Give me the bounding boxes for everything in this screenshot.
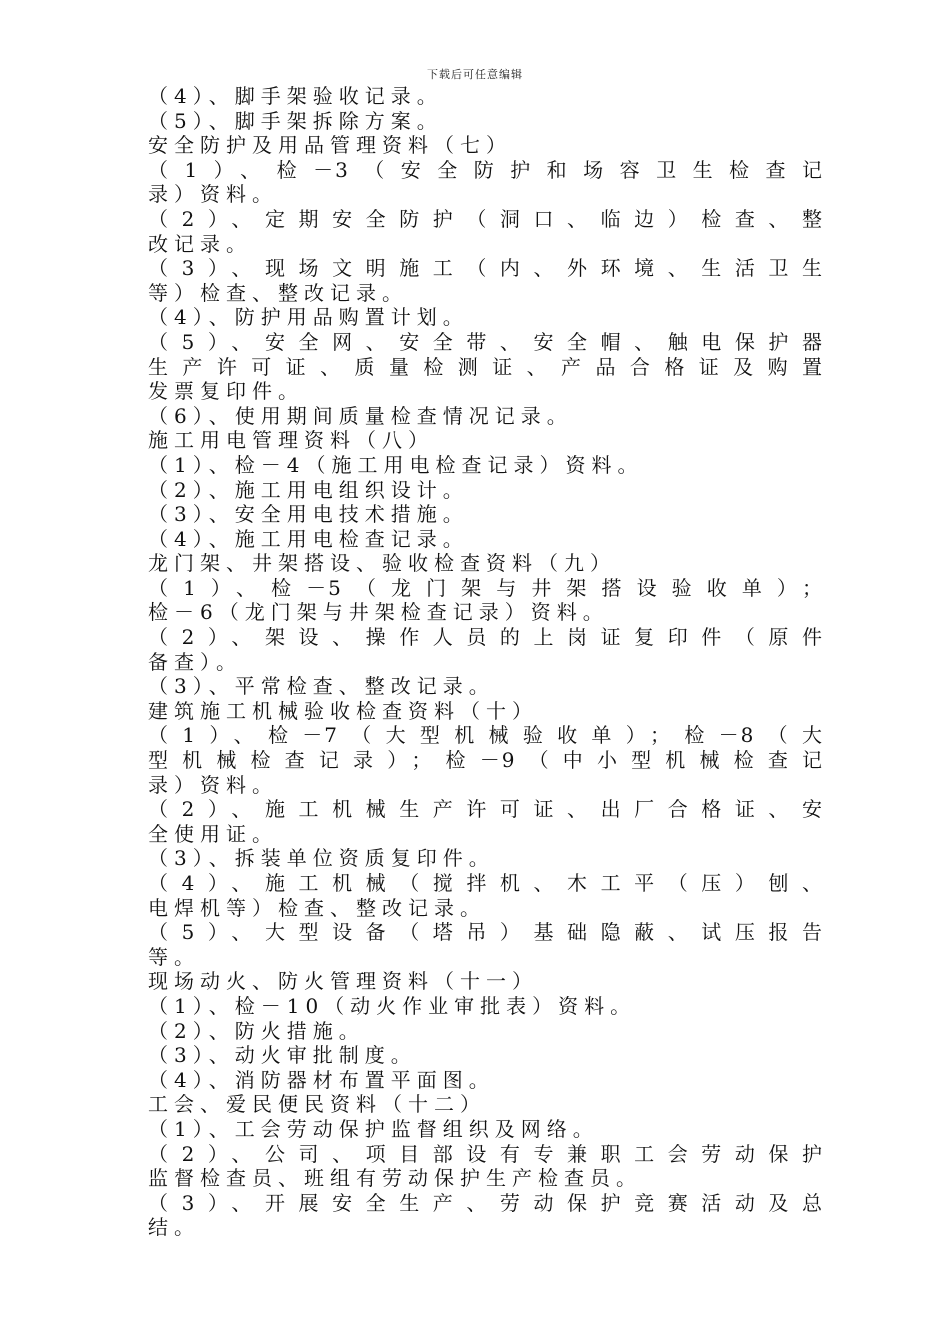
text-line: （1）、检－3（安全防护和场容卫生检查记 [148,157,824,182]
text-line: （1）、检－7（大型机械验收单）；检－8（大 [148,723,824,748]
text-line: 全使用证。 [148,821,278,846]
text-line: （2）、公司、项目部设有专兼职工会劳动保护 [148,1141,824,1166]
text-line: （4）、施工机械（搅拌机、木工平（压）刨、 [148,871,824,895]
text-line: （2）、施工用电组织设计。 [148,477,469,502]
text-line: （3）、平常检查、整改记录。 [148,674,495,699]
text-line: （3）、开展安全生产、劳动保护竞赛活动及总 [148,1190,824,1215]
text-line: （3）、安全用电技术措施。 [148,502,469,527]
page-header-note: 下载后可任意编辑 [427,68,523,81]
text-line: 改记录。 [148,231,252,256]
text-line: （4）、消防器材布置平面图。 [148,1067,495,1092]
text-line: （2）、定期安全防护（洞口、临边）检查、整 [148,206,824,231]
text-line: 安全防护及用品管理资料（七） [148,133,512,158]
text-line: （1）、检－4（施工用电检查记录）资料。 [148,452,644,477]
text-line: 结。 [148,1215,200,1240]
text-line: （2）、防火措施。 [148,1018,365,1043]
text-line: 建筑施工机械验收检查资料（十） [148,698,538,723]
text-line: 龙门架、井架搭设、验收检查资料（九） [148,551,616,576]
text-line: 录）资料。 [148,182,278,207]
text-line: （2）、施工机械生产许可证、出厂合格证、安 [148,797,824,822]
text-line: （3）、拆装单位资质复印件。 [148,846,495,871]
text-line: （4）、防护用品购置计划。 [148,305,469,330]
text-line: （5）、安全网、安全带、安全帽、触电保护器 [148,329,824,354]
text-line: （6）、使用期间质量检查情况记录。 [148,403,573,428]
text-line: 录）资料。 [148,772,278,797]
text-line: 现场动火、防火管理资料（十一） [148,969,538,994]
text-line: （2）、架设、操作人员的上岗证复印件（原件 [148,625,824,650]
text-line: 检－6（龙门架与井架检查记录）资料。 [148,600,609,625]
text-line: 等。 [148,944,200,969]
text-line: 备查）。 [148,649,242,674]
text-line: （3）、现场文明施工（内、外环境、生活卫生 [148,256,824,281]
text-line: （1）、检－5（龙门架与井架搭设验收单）； [148,575,824,600]
text-line: 生产许可证、质量检测证、产品合格证及购置 [148,354,824,379]
text-line: 发票复印件。 [148,379,304,404]
text-line: （1）、检－10（动火作业审批表）资料。 [148,993,637,1018]
text-line: 工会、爱民便民资料（十二） [148,1092,486,1117]
text-line: 电焊机等）检查、整改记录。 [148,895,486,920]
text-line: （4）、施工用电检查记录。 [148,526,469,551]
text-line: 施工用电管理资料（八） [148,428,434,453]
text-line: （3）、动火审批制度。 [148,1043,417,1068]
text-line: （1）、工会劳动保护监督组织及网络。 [148,1116,599,1141]
text-line: 型机械检查记录）；检－9（中小型机械检查记 [148,748,824,773]
text-line: 监督检查员、班组有劳动保护生产检查员。 [148,1166,642,1191]
text-line: （5）、脚手架拆除方案。 [148,108,443,133]
text-line: （5）、大型设备（塔吊）基础隐蔽、试压报告 [148,920,824,945]
document-body [148,84,824,1240]
text-line: （4）、脚手架验收记录。 [148,84,443,108]
text-line: 等）检查、整改记录。 [148,280,408,305]
